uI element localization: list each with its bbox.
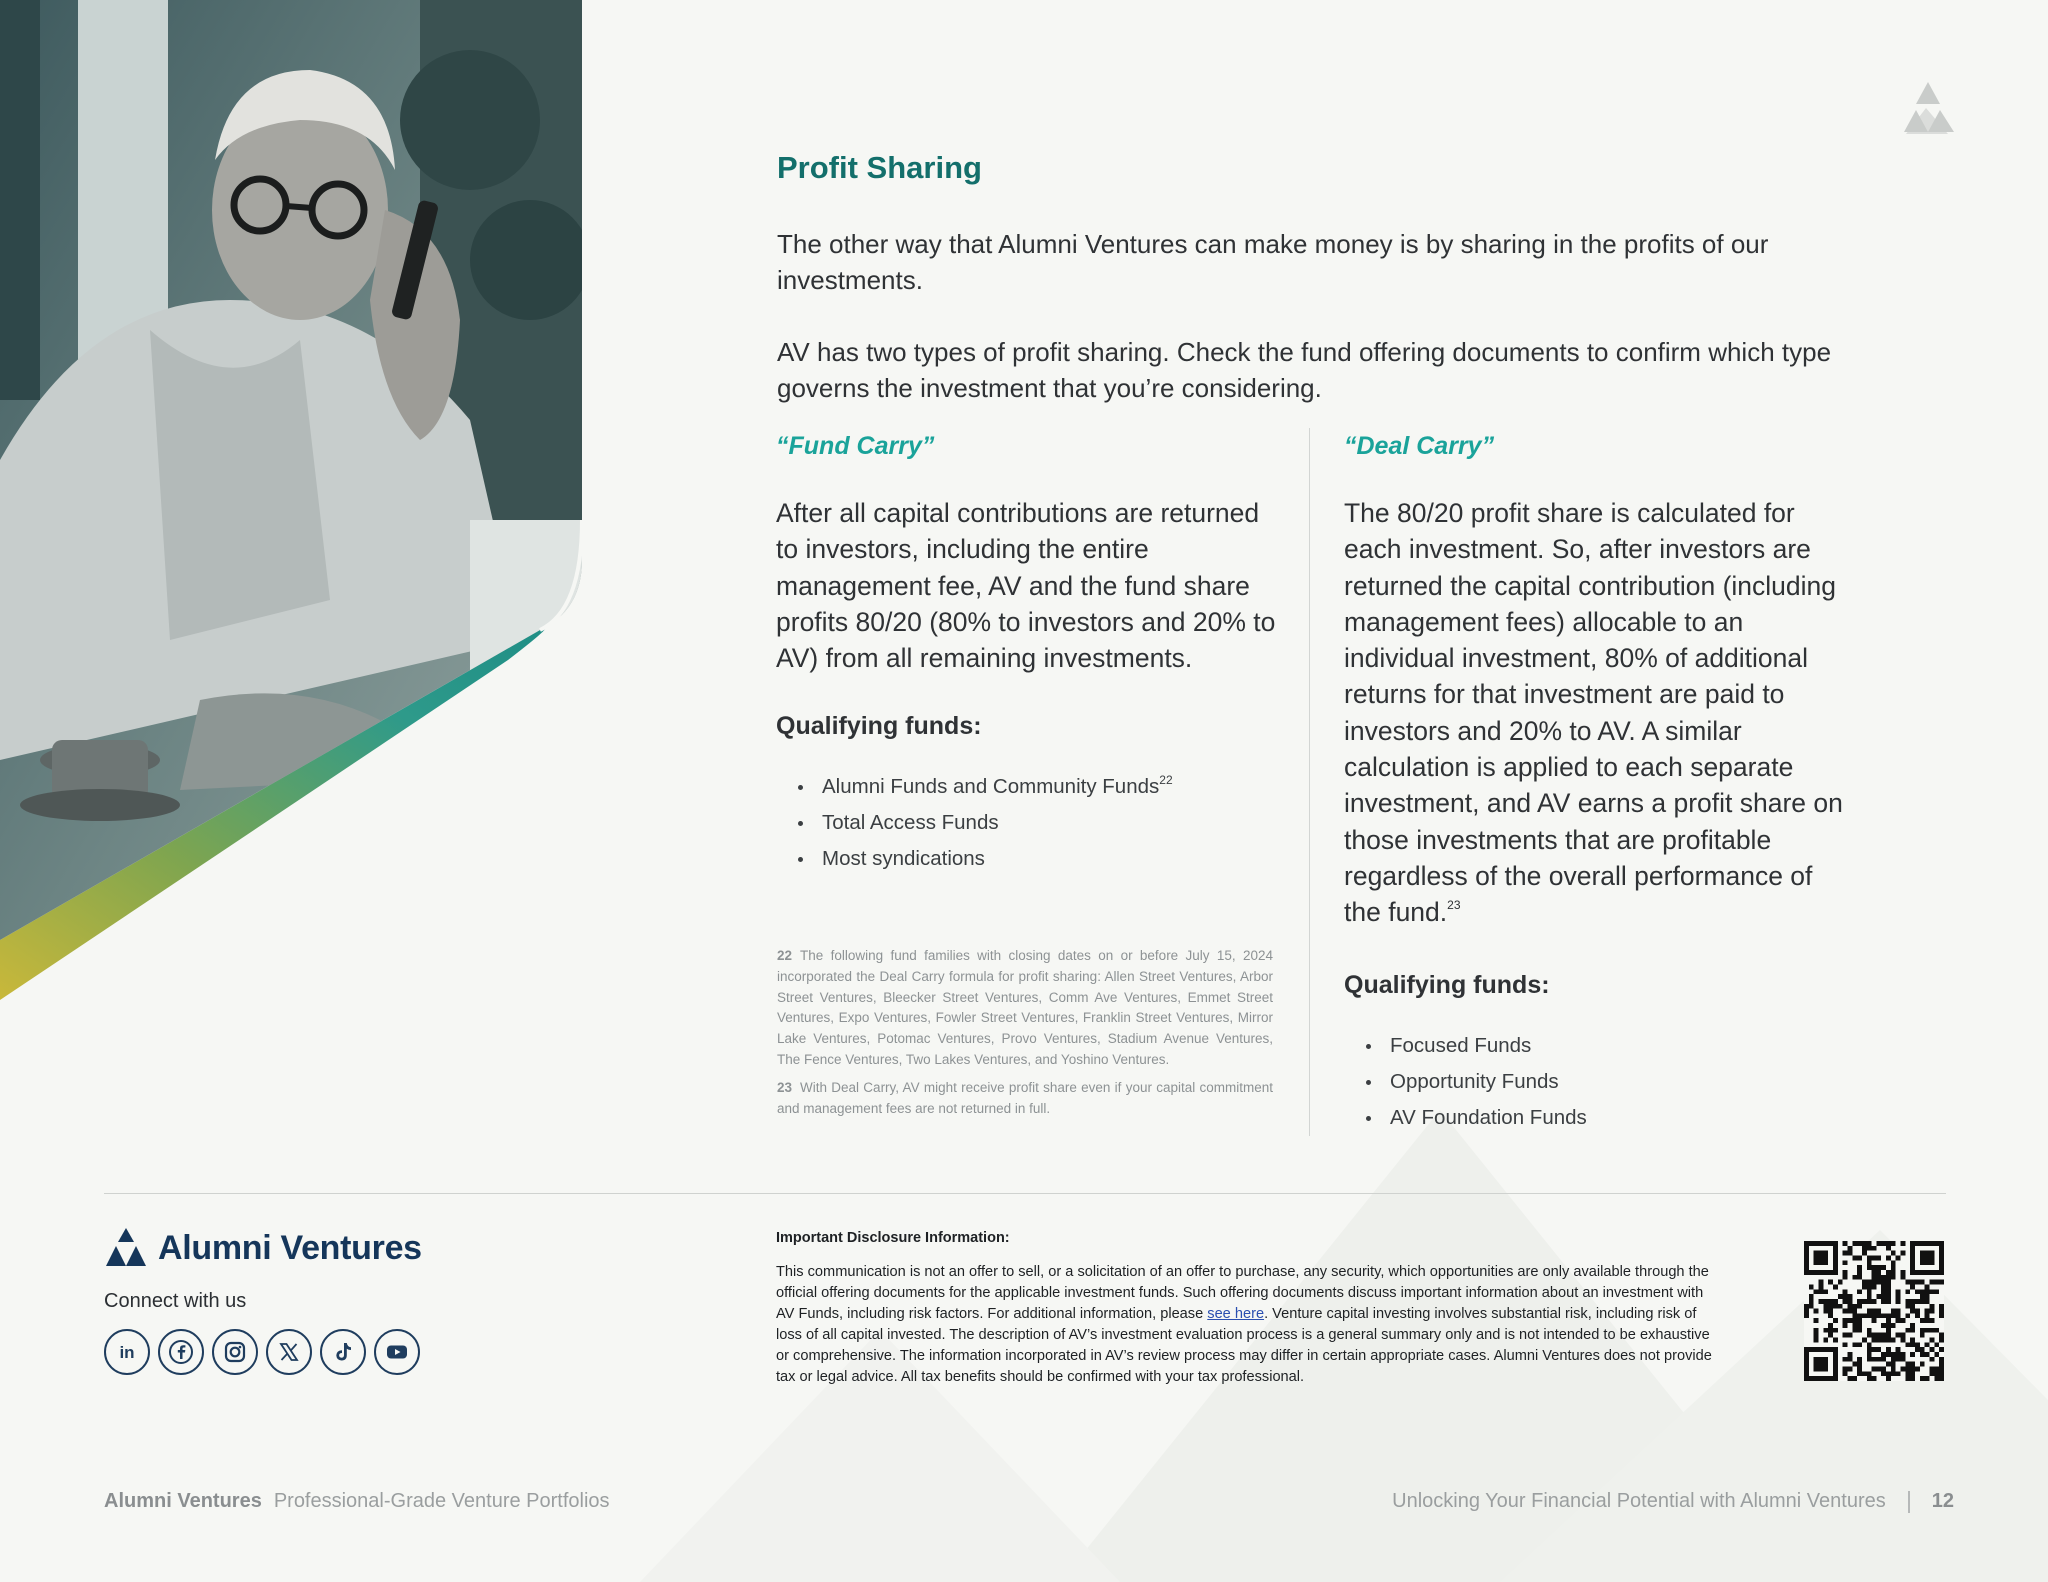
deal-carry-heading: “Deal Carry” (1344, 432, 1495, 460)
footnote-23: 23 With Deal Carry, AV might receive profit share even if your capital commitment and management fees are not returned in full. (777, 1079, 1273, 1116)
footer-right (1392, 1490, 1954, 1513)
qr-code[interactable] (1804, 1241, 1944, 1381)
section-title: Profit Sharing (777, 150, 982, 185)
youtube-icon[interactable] (374, 1329, 420, 1375)
disclosure-title: Important Disclosure Information: (776, 1230, 1010, 1246)
footer-doc-title: Unlocking Your Financial Potential with Alumni Ventures (1392, 1490, 1886, 1512)
list-item: AV Foundation Funds (1344, 1100, 1844, 1136)
footer-tagline: Professional-Grade Venture Portfolios (273, 1490, 610, 1512)
linkedin-icon[interactable] (104, 1329, 150, 1375)
facebook-icon[interactable] (158, 1329, 204, 1375)
deal-carry-body: The 80/20 profit share is calculated for each investment. So, after investors are returned the capital contribution (including management fees) allocable to an individual investment, 80% of additional returns for that investment are paid to investors and 20% to AV. A similar calculation is applied to each separate investment, and AV earns a profit share on those investments that are profitable regardless of the overall performance of the fund.$^{23}$ (1344, 498, 1843, 928)
footer-separator (1908, 1491, 1910, 1513)
brand-logo (104, 1226, 422, 1270)
footer-left (104, 1490, 610, 1513)
list-item: Alumni Funds and Community Funds$^{22}$ (776, 769, 1276, 805)
column-divider (1309, 428, 1310, 1136)
hero-photo (0, 0, 600, 1020)
intro-paragraph-2: AV has two types of profit sharing. Check the fund offering documents to confirm which type governs the investment that you’re considering. (777, 337, 1832, 403)
x-icon[interactable] (266, 1329, 312, 1375)
deal-carry-fund-list (1344, 1028, 1844, 1136)
svg-text:in: in (119, 1343, 135, 1362)
social-links (104, 1329, 420, 1375)
footnote-22: 22 The following fund families with closing dates on or before July 15, 2024 incorporated the Deal Carry formula for profit sharing: Allen Street Ventures, Arbor Street Ventures, Bleecker Street Ventures, Comm Ave Ventures, Emmet Street Ventures, Expo Ventures, Fowler Street Ventures, Franklin Street Ventures, Mirror Lake Ventures, Potomac Ventures, Provo Ventures, Stadium Avenue Ventures, The Fence Ventures, Two Lakes Ventures, and Yoshino Ventures. (777, 948, 1273, 1067)
see-here-link[interactable]: see here (1207, 1306, 1265, 1322)
list-item: Most syndications (776, 841, 1276, 877)
list-item: Focused Funds (1344, 1028, 1844, 1064)
list-item: Total Access Funds (776, 805, 1276, 841)
fund-carry-fund-list (776, 769, 1276, 877)
fund-carry-qualifying-heading: Qualifying funds: (776, 712, 982, 741)
tiktok-icon[interactable] (320, 1329, 366, 1375)
footer-divider (104, 1193, 1946, 1194)
footer-brand: Alumni Ventures (104, 1490, 262, 1512)
deal-carry-column (1344, 432, 1844, 1136)
alumni-ventures-logo-icon (104, 1228, 148, 1268)
deal-carry-qualifying-heading: Qualifying funds: (1344, 970, 1550, 999)
intro-paragraph-1: The other way that Alumni Ventures can make money is by sharing in the profits of our investments. (777, 229, 1769, 295)
fund-carry-body: After all capital contributions are returned to investors, including the entire management fee, AV and the fund share profits 80/20 (80% to investors and 20% to AV) from all remaining investments. (776, 498, 1276, 674)
brand-name: Alumni Ventures (158, 1228, 422, 1267)
fund-carry-heading: “Fund Carry” (776, 432, 935, 460)
list-item: Opportunity Funds (1344, 1064, 1844, 1100)
av-logo-icon (1896, 82, 1960, 138)
footnotes (777, 946, 1273, 1126)
fund-carry-column (776, 432, 1276, 877)
instagram-icon[interactable] (212, 1329, 258, 1375)
page-number: 12 (1931, 1490, 1954, 1512)
disclosure-text: This communication is not an offer to sell, or a solicitation of an offer to purchase, any security, which opportunities are only available through the official offering documents for the applicable investment funds. Such offering documents discuss important information about an investment with AV Funds, including risk factors. For additional information, please see here. Venture capital investing involves substantial risk, including risk of loss of all capital invested. The description of AV’s investment evaluation process is a general summary only and is not intended to be exhaustive or comprehensive. The information incorporated in AV’s review process may differ in certain appropriate cases. Alumni Ventures does not provide tax or legal advice. All tax benefits should be confirmed with your tax professional. (776, 1264, 1712, 1385)
connect-label: Connect with us (104, 1290, 247, 1312)
